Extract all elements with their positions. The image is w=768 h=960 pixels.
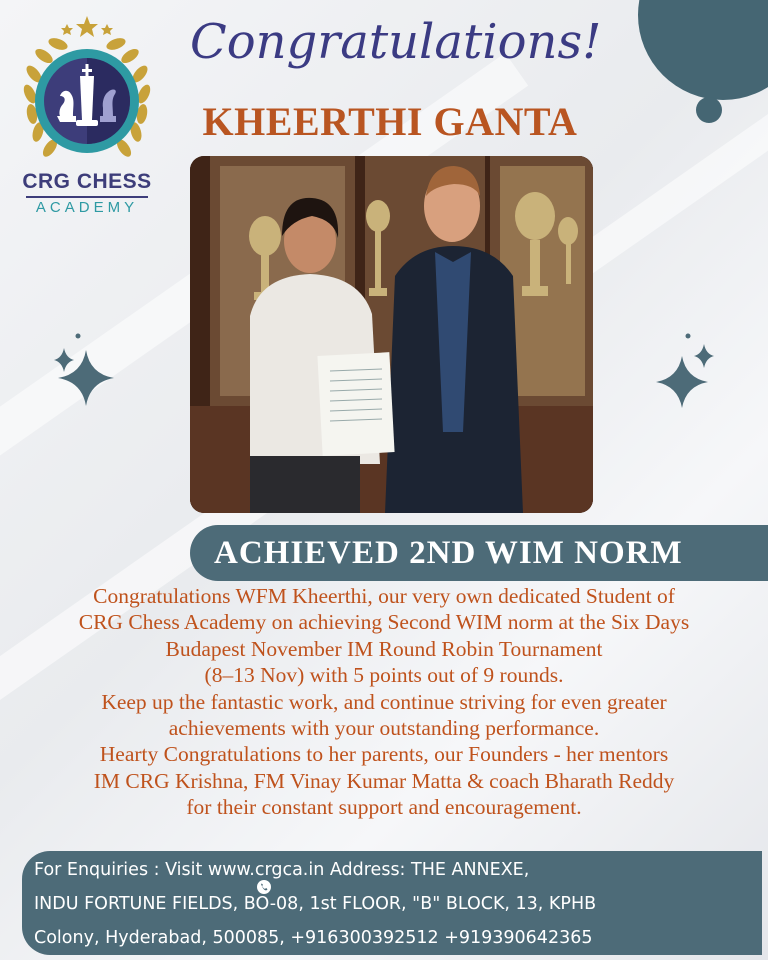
message-line: (8–13 Nov) with 5 points out of 9 rounds. xyxy=(204,663,564,688)
sparkle-icon xyxy=(46,330,126,420)
message-line: Budapest November IM Round Robin Tournament xyxy=(165,636,603,661)
congratulation-message xyxy=(14,583,754,821)
message-line: achievements with your outstanding performance. xyxy=(168,716,600,741)
footer-line: For Enquiries : Visit www.crgca.in Address: THE ANNEXE, xyxy=(34,860,530,880)
logo-subtitle: ACADEMY xyxy=(35,199,139,216)
contact-footer xyxy=(22,851,762,955)
sparkle-icon xyxy=(646,330,726,420)
whatsapp-icon xyxy=(256,879,272,895)
logo-name: CRG CHESS xyxy=(22,170,152,193)
logo-divider xyxy=(26,196,148,198)
message-line: Congratulations WFM Kheerthi, our very own dedicated Student of xyxy=(93,584,675,608)
message-line: Hearty Congratulations to her parents, our Founders - her mentors xyxy=(99,742,669,767)
footer-line: Colony, Hyderabad, 500085, +916300392512 +919390642365 xyxy=(34,928,593,948)
message-line: Keep up the fantastic work, and continue striving for even greater xyxy=(101,689,667,714)
certificate xyxy=(317,352,394,456)
student-name: KHEERTHI GANTA xyxy=(202,99,578,144)
student-photo xyxy=(190,156,593,513)
achievement-banner: ACHIEVED 2ND WIM NORM xyxy=(190,525,768,581)
congratulations-title: Congratulations! xyxy=(190,14,602,70)
message-line: IM CRG Krishna, FM Vinay Kumar Matta & coach Bharath Reddy xyxy=(93,768,675,793)
message-line: CRG Chess Academy on achieving Second WIM norm at the Six Days xyxy=(78,610,690,635)
dot-decoration xyxy=(696,97,722,123)
message-line: for their constant support and encouragement. xyxy=(186,795,582,820)
corner-decoration xyxy=(638,0,768,100)
footer-line: INDU FORTUNE FIELDS, BO-08, 1st FLOOR, "B" BLOCK, 13, KPHB xyxy=(34,894,597,914)
